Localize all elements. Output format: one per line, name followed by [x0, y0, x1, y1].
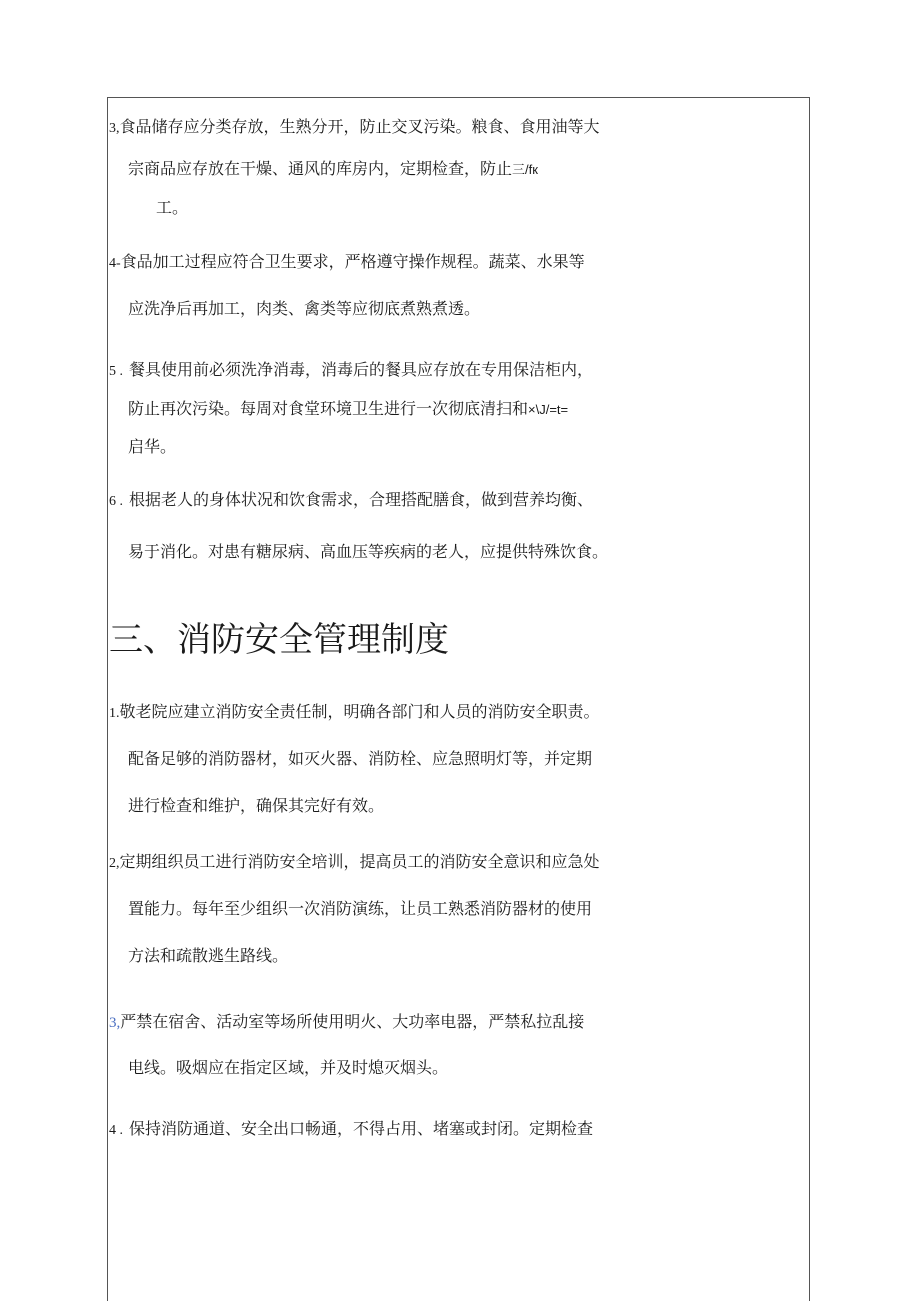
- s2-item5-line3: 启华。: [128, 437, 177, 456]
- s2-item5-line2: 防止再次污染。每周对食堂环境卫生进行一次彻底清扫和×\J/=t=: [128, 399, 569, 418]
- s3-item4-number: 4 .: [109, 1123, 123, 1138]
- s2-item3-line1: 3,食品储存应分类存放，生熟分开，防止交叉污染。粮食、食用油等大: [109, 112, 600, 144]
- s2-item3-line3: 工。: [156, 198, 189, 217]
- s3-item4-line1: 4 . 保持消防通道、安全出口畅通，不得占用、堵塞或封闭。定期检查: [109, 1114, 593, 1146]
- s2-item4-number: 4-: [109, 256, 121, 271]
- s3-item3-line1: 3,严禁在宿舍、活动室等场所使用明火、大功率电器，严禁私拉乱接: [109, 1007, 584, 1038]
- s3-item3-number: 3,: [109, 1015, 121, 1031]
- section-heading: 三、消防安全管理制度: [109, 620, 449, 660]
- s3-item3-line2: 电线。吸烟应在指定区域，并及时熄灭烟头。: [128, 1058, 449, 1077]
- s3-item1-number: 1.: [109, 706, 120, 721]
- s2-item6-line1: 6 . 根据老人的身体状况和饮食需求，合理搭配膳食，做到营养均衡、: [109, 485, 593, 517]
- s2-item3-line2: 宗商品应存放在干燥、通风的库房内，定期检查，防止三/fк: [128, 159, 538, 178]
- s3-item2-line2: 置能力。每年至少组织一次消防演练，让员工熟悉消防器材的使用: [128, 899, 593, 918]
- s3-item1-line1: 1.敬老院应建立消防安全责任制，明确各部门和人员的消防安全职责。: [109, 697, 600, 729]
- s2-item4-line1: 4-食品加工过程应符合卫生要求，严格遵守操作规程。蔬菜、水果等: [109, 247, 585, 279]
- s2-item4-line2: 应洗净后再加工，肉类、禽类等应彻底煮熟煮透。: [128, 299, 481, 318]
- s3-item1-line3: 进行检查和维护，确保其完好有效。: [128, 796, 385, 815]
- s2-item5-number: 5 .: [109, 364, 123, 379]
- s3-item1-line2: 配备足够的消防器材，如灭火器、消防栓、应急照明灯等，并定期: [128, 749, 593, 768]
- s3-item2-line1: 2,定期组织员工进行消防安全培训，提高员工的消防安全意识和应急处: [109, 847, 600, 879]
- s3-item2-number: 2,: [109, 856, 120, 871]
- s2-item6-line2: 易于消化。对患有糖尿病、高血压等疾病的老人，应提供特殊饮食。: [128, 542, 609, 561]
- s2-item3-number: 3,: [109, 121, 120, 136]
- s3-item2-line3: 方法和疏散逃生路线。: [128, 946, 289, 965]
- s2-item6-number: 6 .: [109, 494, 123, 509]
- s2-item5-line1: 5 . 餐具使用前必须洗净消毒，消毒后的餐具应存放在专用保洁柜内，: [109, 355, 593, 387]
